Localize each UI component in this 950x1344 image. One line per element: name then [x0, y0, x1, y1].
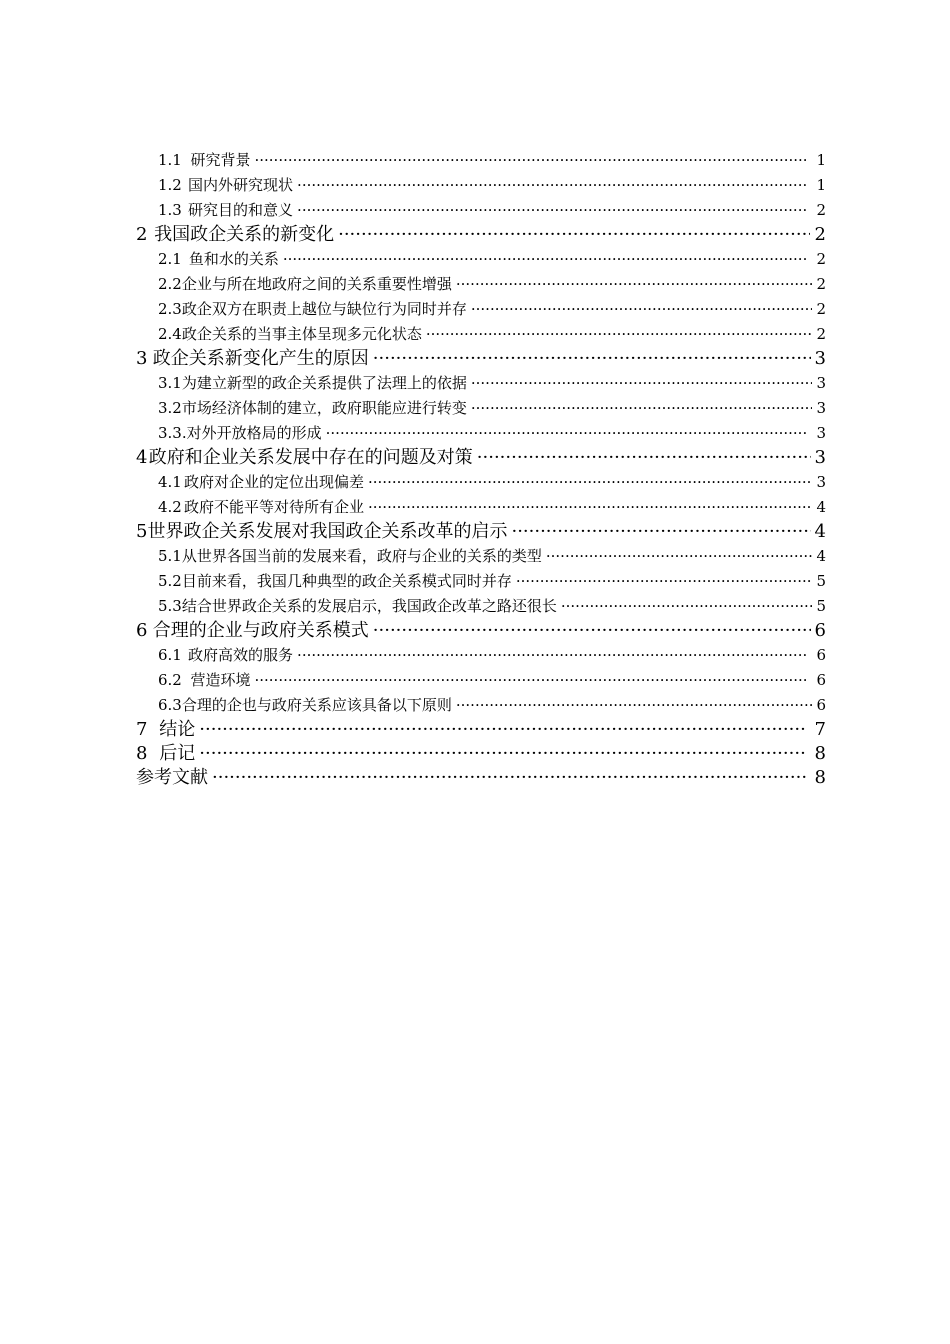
toc-entry-page-number: 2	[814, 224, 826, 245]
toc-entry[interactable]	[136, 495, 826, 520]
toc-entry-title: 从世界各国当前的发展来看，政府与企业的关系的类型	[181, 547, 542, 565]
toc-entry-number: 1.3	[158, 201, 182, 219]
toc-entry-number: 1.2	[158, 176, 182, 194]
toc-entry-number: 6.1	[158, 646, 182, 664]
toc-entry-number: 6.3	[158, 696, 182, 714]
toc-entry-number: 4.2	[158, 498, 182, 516]
toc-entry-title: 政府对企业的定位出现偏差	[183, 473, 364, 491]
toc-entry-number: 4	[136, 447, 148, 468]
toc-entry[interactable]	[136, 742, 826, 766]
toc-dot-leader	[426, 322, 811, 347]
toc-dot-leader	[516, 569, 813, 594]
toc-entry[interactable]	[136, 446, 826, 470]
toc-entry[interactable]	[136, 718, 826, 742]
toc-entry-page-number: 6	[816, 671, 826, 689]
toc-entry[interactable]	[136, 544, 826, 569]
toc-entry-number: 1.1	[158, 151, 182, 169]
toc-entry[interactable]	[136, 643, 826, 668]
toc-entry-page-number: 3	[816, 473, 826, 491]
toc-entry-page-number: 3	[816, 399, 826, 417]
toc-entry[interactable]	[136, 247, 826, 272]
toc-entry-title: 结论	[159, 719, 196, 740]
toc-entry-number: 7	[136, 719, 148, 740]
toc-dot-leader	[254, 148, 806, 173]
toc-entry-page-number: 2	[816, 201, 826, 219]
toc-entry-page-number: 2	[816, 300, 826, 318]
toc-dot-leader	[471, 396, 813, 421]
toc-entry-title: 研究背景	[190, 151, 251, 169]
toc-entry-page-number: 8	[814, 767, 826, 788]
toc-entry[interactable]	[136, 198, 826, 223]
toc-dot-leader	[373, 619, 811, 643]
toc-entry[interactable]	[136, 619, 826, 643]
toc-entry[interactable]	[136, 520, 826, 544]
toc-entry[interactable]	[136, 396, 826, 421]
toc-dot-leader	[297, 643, 808, 668]
toc-entry-number: 8	[136, 743, 148, 764]
table-of-contents	[136, 148, 826, 790]
toc-dot-leader	[368, 470, 810, 495]
toc-entry[interactable]	[136, 371, 826, 396]
toc-entry-title: 目前来看，我国几种典型的政企关系模式同时并存	[181, 572, 512, 590]
toc-dot-leader	[199, 742, 806, 766]
toc-entry-title: 政府不能平等对待所有企业	[183, 498, 364, 516]
toc-dot-leader	[456, 272, 812, 297]
toc-entry-number: 6.2	[158, 671, 182, 689]
toc-entry-title: 营造环境	[190, 671, 251, 689]
toc-entry-title: 结合世界政企关系的发展启示，我国政企改革之路还很长	[181, 597, 557, 615]
toc-entry-number: 2.2	[158, 275, 182, 293]
toc-dot-leader	[477, 446, 811, 470]
toc-entry-title: 为建立新型的政企关系提供了法理上的依据	[181, 374, 467, 392]
toc-dot-leader	[368, 495, 810, 520]
toc-entry-page-number: 6	[814, 620, 826, 641]
toc-entry-page-number: 1	[816, 176, 826, 194]
toc-dot-leader	[511, 520, 810, 544]
toc-entry[interactable]	[136, 347, 826, 371]
toc-entry-page-number: 2	[816, 250, 826, 268]
toc-dot-leader	[338, 223, 810, 247]
toc-entry-title: 鱼和水的关系	[188, 250, 279, 268]
toc-entry[interactable]	[136, 173, 826, 198]
toc-dot-leader	[297, 173, 808, 198]
toc-entry-page-number: 4	[814, 521, 826, 542]
toc-entry-title: 政企双方在职责上越位与缺位行为同时并存	[181, 300, 467, 318]
toc-dot-leader	[283, 247, 807, 272]
toc-entry-page-number: 6	[816, 696, 826, 714]
toc-entry-number: 5.1	[158, 547, 182, 565]
toc-entry-page-number: 1	[816, 151, 826, 169]
toc-dot-leader	[561, 594, 813, 619]
toc-entry-page-number: 2	[816, 275, 826, 293]
toc-entry-title: 政府和企业关系发展中存在的问题及对策	[148, 447, 473, 468]
toc-entry-number: 3.2	[158, 399, 182, 417]
toc-entry-title: 政企关系的当事主体呈现多元化状态	[181, 325, 422, 343]
toc-dot-leader	[546, 544, 813, 569]
toc-entry-title: 后记	[159, 743, 196, 764]
toc-dot-leader	[212, 766, 807, 790]
toc-entry-page-number: 6	[816, 646, 826, 664]
toc-dot-leader	[456, 693, 812, 718]
toc-entry-number: 4.1	[158, 473, 182, 491]
toc-entry-number: 5.3	[158, 597, 182, 615]
toc-entry[interactable]	[136, 148, 826, 173]
toc-entry-title: 世界政企关系发展对我国政企关系改革的启示	[147, 521, 508, 542]
toc-entry-number: 3.1	[158, 374, 182, 392]
toc-entry[interactable]	[136, 470, 826, 495]
toc-entry-page-number: 5	[816, 572, 826, 590]
toc-entry[interactable]	[136, 693, 826, 718]
toc-entry-page-number: 2	[816, 325, 826, 343]
toc-entry-title: 市场经济体制的建立，政府职能应进行转变	[181, 399, 467, 417]
toc-entry[interactable]	[136, 297, 826, 322]
toc-entry[interactable]	[136, 594, 826, 619]
toc-entry-page-number: 8	[814, 743, 826, 764]
toc-entry-page-number: 3	[816, 374, 826, 392]
toc-entry-title: 合理的企也与政府关系应该具备以下原则	[181, 696, 452, 714]
toc-dot-leader	[326, 421, 809, 446]
toc-entry-number: 5.2	[158, 572, 182, 590]
toc-dot-leader	[297, 198, 808, 223]
toc-entry-number: 5	[136, 521, 148, 542]
toc-entry-number: 3.3.	[158, 424, 187, 442]
toc-entry-page-number: 3	[814, 348, 826, 369]
toc-entry-title: 政府高效的服务	[188, 646, 294, 664]
toc-entry-title: 参考文献	[136, 767, 208, 788]
toc-dot-leader	[471, 371, 813, 396]
toc-entry-page-number: 5	[816, 597, 826, 615]
toc-entry-number: 3	[136, 348, 148, 369]
toc-entry-page-number: 7	[814, 719, 826, 740]
toc-entry[interactable]	[136, 272, 826, 297]
toc-entry-title: 企业与所在地政府之间的关系重要性增强	[181, 275, 452, 293]
toc-entry-number: 2.4	[158, 325, 182, 343]
toc-entry-title: 研究目的和意义	[188, 201, 294, 219]
toc-entry-page-number: 4	[816, 547, 826, 565]
toc-entry-title: 国内外研究现状	[188, 176, 294, 194]
toc-dot-leader	[199, 718, 806, 742]
toc-entry-title: 对外开放格局的形成	[186, 424, 322, 442]
toc-entry[interactable]	[136, 223, 826, 247]
toc-entry-title: 政企关系新变化产生的原因	[152, 348, 369, 369]
toc-entry-number: 2.1	[158, 250, 182, 268]
toc-entry[interactable]	[136, 569, 826, 594]
toc-dot-leader	[254, 668, 806, 693]
toc-entry-page-number: 4	[816, 498, 826, 516]
toc-dot-leader	[471, 297, 813, 322]
toc-entry[interactable]	[136, 322, 826, 347]
toc-entry[interactable]	[136, 421, 826, 446]
toc-entry-page-number: 3	[814, 447, 826, 468]
toc-entry[interactable]	[136, 766, 826, 790]
toc-entry-number: 6	[136, 620, 148, 641]
toc-entry-title: 合理的企业与政府关系模式	[152, 620, 369, 641]
toc-entry-number: 2.3	[158, 300, 182, 318]
toc-entry-page-number: 3	[816, 424, 826, 442]
toc-entry-number: 2	[136, 224, 148, 245]
toc-entry-title: 我国政企关系的新变化	[154, 224, 335, 245]
toc-dot-leader	[373, 347, 811, 371]
toc-entry[interactable]	[136, 668, 826, 693]
